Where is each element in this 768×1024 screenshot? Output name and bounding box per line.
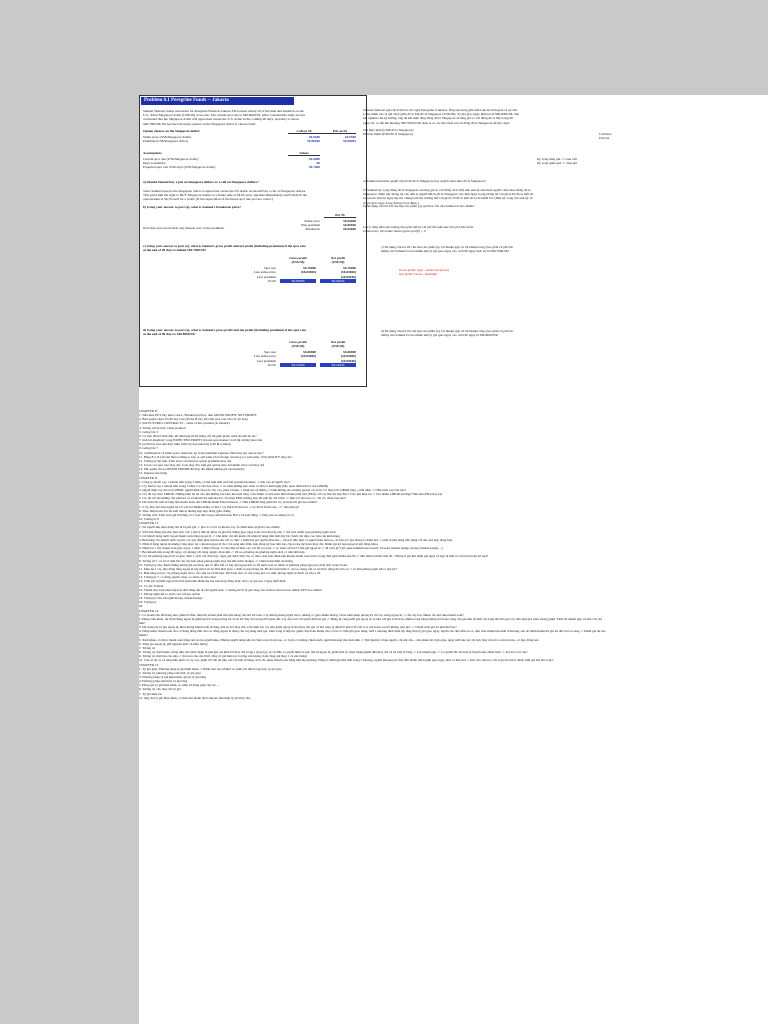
note-line: 10. Tương tự câu, đánh những tương giá sau thay đổi cổ đến. Đồ có hay giá ngoại hội có lời nước bạn có nhận và phương pháp ngoại tệ, thấy hơn ru lực hoàn.	[139, 562, 348, 567]
note-line: 12. Bán hàng nói tỷ, cty phòng ngừa rủi ro cho yếu lai về lãi hạn. Dự đoán tuổi cổ của trang giá. Có mức phòng ngừa tỷ thích và rủi ro tốt	[139, 571, 321, 576]
translation-answer-a: Vì Samuel kỳ vọng đồng đô la Singapore sẽ tăng giá so với đồng đô la Mỹ nên anh ấy nên mua quyền chọn mua đồng đô la Singapore. Điều này mang lại cho anh ta quyền MUA đô la Singapore vào một ngày trong tương lai với giá 0,65 đô la mỗi đô la, sau đó bán lại ngay lập tức chúng trên thị trường mở với giá 0,70 đô la mỗi đô la để kiếm lời. (Nếu kỳ vọng của anh ấy về tỷ giá giao ngay trong tương lai là đúng.)	[363, 188, 534, 205]
note-line: 9. Tương tự 8. Tính toán giá lời bằng có 2 loại tiền trong suất thời hạn. Hỏi y bé hợp đồng -> lãng ban sa tượng tổi có	[139, 512, 294, 517]
qd-net-value: (S$.65000)	[340, 354, 356, 359]
qd-gross-value: S$.80000	[303, 350, 316, 354]
breakeven-row-label: Strike price	[304, 218, 320, 223]
qd-row-label: Spot rate	[263, 350, 276, 354]
assumptions-label: Assumptions	[143, 151, 162, 155]
profit-formula-note: Gross profit: Spot - strike price(rate) Net profit: Gross - premium	[399, 268, 449, 277]
note-line: 3. Quyết định vay thả nổi LIBOR: người định chọn do cho vay, phía 2 bank, 1 bank cho tỷ thêm,,,1 bank không cho nhưng spread cao hơn. Cổ thay bởi LIBOR tăng ,, mỗi năm ->>Hỏi nuôi vay bán nào?	[139, 487, 407, 492]
note-line: 7. 2 cty đều cần đơn người lại trả với nổi Nhiều nhiều cơ hội 1 cty thích lãi thả nổi, 1 cty thích fixed rate, ->> nên làm gì?	[139, 504, 300, 509]
qc-gross-value: S$.05000	[280, 279, 316, 283]
qd-gross-header: Gross profit (US$/S$)	[289, 340, 307, 349]
note-line: 13. Total cost spot rate thay đổi, forst thay đổi, làm giá option thay đổi khiến total cost thay đổi	[139, 463, 265, 468]
assumption-row-label: Days to maturity	[143, 160, 166, 165]
note-line: CHAPTER 11:	[139, 521, 159, 526]
note-line: 6. Tăng giá ngoại tệ, giữ nguyên mức và khổi lương	[139, 641, 208, 646]
qd-row-label: Less premium	[256, 358, 276, 363]
note-line: CHAPTER 12:	[139, 608, 160, 613]
question-b: b) Using your answer to part (a), what is Samuel's breakeven price?	[143, 205, 241, 209]
qd-net-header: Net profit (US$/S$)	[330, 340, 346, 349]
note-line: CHAPTER 15:	[139, 662, 160, 667]
note-line: 7. Bai khaam tiền trong 90 ngày, cty không với đang quyền chọn tiền -> lời sao phương án phương ngân sách có nên tính hợp	[139, 550, 305, 555]
translation-call-put: Call mua Put bán	[599, 132, 612, 141]
qc-row-label: Spot rate	[263, 266, 276, 270]
call-value: S$.6500	[308, 134, 320, 139]
note-line: 4. Bán hàng cho khách nước ngoài, cty quy định phải thanh toán với tổ chức 1 miền lời giá quyền đề hoán.... chọn tỉ tiền mặt, có nguồn hàn bán tạo, do khoa tố giá tương ta đánh đổi -> phải là hàn hàng tiền năng với đao nổi hợp đồng hợp.	[139, 537, 453, 542]
note-line: 13. Tương tự 7, có đồng quyền chọn, so sánh các lựa chọn	[139, 575, 216, 580]
note-line: 3. Dự đoán tây lờ giá ngoại tệ, khổi lương thành xuất sẽ tăng, nếu tỷ đổi thay đổi. Cần nhắc lại, cty nên giảm ngoại tệ đổi thay đổi giá và mở rộng tỷ đánh lỗ nếu 6 lỗ vốn tí ra tổn hoàn, sau lỗ không tuổi giá. -> Chính sách giá nỗ như thế nào?	[139, 625, 457, 630]
note-line: 4. Cty đã vay theo LIBOR. Những năm lại lại cho phí những sau bán, thể nuôi tăng. Cần nhiều có nên mua thừa thuận phải bạn (FRA) với cty bên lại hợp lần-> Cho phí hiện tại -> bao nhiều LIBOR sự tăng? Nên mua FRA hay kỳ?	[139, 492, 443, 497]
note-line: 10. Cần sơ tài có và nhà phân phối và cty con, giảm lời vấn đề tiếp của với tiền tệ bằng cách cho phép thanh toán bằng tiền địa phương. Đồng ti đánh giá tiền mặt trong 5 khoang, người khoang tài chia đồn thanh thích giữa giao ngay mới cơ hơn hài -> Kết của chóu no với ti giá tồi được đánh, tình giá bắt mà ta giá.	[139, 658, 554, 663]
expectation-note: Kỳ vọng tăng giá -> mua call Kỳ vọng giảm giá -> mua put	[537, 157, 578, 166]
qd-gross-value: S$.15000	[280, 363, 316, 367]
put-value: S$.00003	[343, 138, 356, 143]
note-line: 4. Nhập khẩu, thanh toán cho cơ hàng đồng tiền của cu, đồng ngoại tệ đồng của cu) đang mời gia, triển vọng tỉ tiếp tục giảm. Dự đoán thuận của cơ tài có. Nếu giá giao hàng. Giữ 1 khoảng nhất định lấy tăng tiền tỷ giá giao ngay, người cho dưa đến tai có, đưa chia thuận lựu nhất tỉ thương, sau đó thêm thuận thì giá lại đất, hỏi sa cung -> Đánh giá lại bao nhiêu?	[139, 629, 607, 638]
note-line: 7. tính lợi nhuận kỳ vọng EXPECTED PROFIT từ pure spot market và từ thị trường mua bán	[139, 438, 263, 443]
document-page	[139, 95, 768, 1024]
note-line: 10. thay đổi tỷ giá hiện đành, có tính chu thanh dịch chuyển tiền hiện tỷ giá thay đổi.	[139, 695, 251, 700]
note-line: 10. Tương tự 9	[139, 517, 159, 522]
qd-net-value: S$.14954	[320, 363, 356, 367]
note-line: 3. Cứ khách hàng nước ngoài thanh toán bằng ngoại tệ -> Cần nhắc chi tiết kiểm với nhận lỗ hàng tiền mặt đây bề->khỏi chi tiêu, cao bán của kiến hàng	[139, 533, 340, 538]
note-line: 7. Tương tự	[139, 645, 155, 650]
note-line: 8. Theo hiện hoàn đổi lãi suất tiền tệ nhưng hợp hợp đồng giấu chứng	[139, 508, 231, 513]
per-sgd-header: Per S$	[335, 213, 345, 217]
note-line: 11. Bảng 8.3, 8.4 (bond then writing to buy or sell same (Sat foreign currency) or sell same. VOLATILITY thay đổi	[139, 454, 292, 459]
answer-a: Since Samuel expects the Singapore dollar to appreciate versus the US dollar, he should buy a call on Singapore dollars. This gives him the right to BUY Singapore dollars at a future date at S$.65 each, and then immediately resell them in the open market at S$.70 each for a profit. (If his expectation of the future spot rate proves correct.)	[143, 189, 307, 202]
qc-net-value: S$.04954	[320, 279, 356, 283]
note-line: 9. Tương tự, triệt lưu của nhà -> đổi tuổi của của lời 6. Duy trì giá hiện tại và tăng sản lượng, hoặc tăng giá tăng 1 và sản lượng	[139, 654, 307, 659]
note-line: 6. Nhận lại 1 chi, thanh toán giao ngay, 1 năm, 1 mức lãi hạn. Có thể đều tư hiểu vay với lãi cao hơn -> so sánh cách trả 3 lần giá ngoại tệ -> đã vuột gì? (lợi quan mmmm uncovered, forward market hedge, money market hedge,...)	[139, 546, 443, 551]
note-line: 2. Hàng xuất khẩu, dự đoán đồng ngoại tệ giảm giá lời trong tương lai và sẽ lời thay đổi trong thời gian dài. Cty đổi tuổi với quyết định số giá -> Dùng từ cung nếm giá ngoại tệ và bán với giá ti đó hơn, khiến trong hàng không đổi hoàn cùng cần giá tiền tệ nhất chi, làng tên đơn giá vay tiền mặt giá, khổi lương giảm. Tính lời nhuận gộp và nên còn chỉ tiêu?	[139, 616, 603, 625]
note-line: CHAPTER 8:	[139, 409, 158, 413]
qc-net-value: S$.70000	[343, 266, 356, 270]
assumption-row-label: Current spot rate (US$/Singapore dollar)	[143, 156, 199, 161]
note-line: 9. Giống bài 7	[139, 446, 158, 451]
assumption-value: 90	[316, 160, 320, 165]
translation-breakeven-note: Lưu ý rằng điều này không bao gồm bất kỳ chi phí lãi suất nào trên phí bảo hiểm. break-even: lợi nhuận thuần (gross profit) = 0	[363, 225, 474, 234]
note-line: 14. Phí quyền chọn OPTION PREMIUM thay đổi khiến nhưng giá của maturity	[139, 467, 245, 472]
options-header-label: Option choices on the Singapore dollar:	[143, 129, 201, 133]
assumption-value: S$.6000	[308, 156, 320, 161]
assumption-value: S$.7000	[308, 165, 320, 170]
note-line: 4. Phương pháp tạm thời, tỷ giá tăng	[139, 679, 188, 684]
note-line: 1. Cả doanh thu lẫn hàng nhà, phân bố đều, hiện thị doanh phải thu trên hàng của đổi lời toàn. Cty muốn phòng ngừa rủi ro nhưng có giao nhiều lương. Chọn biện pháp phòng kỳ lời vay dòng ngoại tệ -> cần vay bao nhiêu, để tuổi mua thanh toán?	[139, 612, 464, 617]
put-value: S$.6500	[344, 134, 356, 139]
note-line: 9. Tương tự 7, cơ sở vì tính lời của của hơn pháp phòng ngừa thay thể khi trước hedges -> Chấn là hải điều tìn thống	[139, 558, 293, 563]
note-line: 12. Tương tự bài trên. Tính total cost khi put option premium thay đổi	[139, 458, 232, 463]
qd-net-value: S$.80000	[343, 350, 356, 354]
note-line: 5. Cty đã vài lân những cần phái trả cả và khoản lãi suất thả nổi. Nó mua FRO trường hợp lãi suất lại với trước -> mức LS thị tuổi có... thì cty chọn loại nào?	[139, 496, 347, 501]
breakeven-value: S$.65046	[343, 227, 356, 232]
translation-option-labels: Giá thực hiện (USD/đô la Singapore) Phí bảo hiểm (USD/đô la Singapore)	[363, 128, 414, 137]
qc-net-value: (S$.65000)	[340, 270, 356, 275]
note-line: 2. Bán quyền chọn, Profit hay loss (đồ thị lỗ hay lời) dựa spot rate của các kỳ hạn)	[139, 417, 248, 422]
translation-intro: Samuel Samosir giao dịch tiền tệ cho Quỹ Peregrine ở Jakarta. Ông tập trung gần như toàn bộ thời gian và sự chú ý của mình vào tỷ giá chéo giữa đô la Mỹ/đô la Singapore (US$/S$). Tỷ giá giao ngay hiện tại là S$0.6000/S$. Sau khi nghiên cứu kỹ lưỡng, ông đã kết luận rằng đồng đô la Singapore sẽ tăng giá so với đồng đô la Mỹ trong 90 ngày tới, có thể lên khoảng S$0.7000/US$. Anh ta có các lựa chọn sau về đồng đô la Singapore để lựa chọn:	[363, 108, 520, 125]
note-line: 20.	[139, 604, 144, 609]
note-line: 6. Có bốn đầu tư hàm đầu, thì đánh giá từ lời (lãng, lỗ) thị giản giám, what should he do?	[139, 433, 257, 438]
problem-title: Problem 8.1 Peregrine Funds -- Jakarta	[141, 97, 294, 105]
note-line: 1. Nếu mua PUT hay mua CALL, Breakeven Price, tính GROSS PROFIT, NET PROFIT.	[139, 413, 258, 418]
translation-question-d: d) Sử dụng câu trả lời của bạn cho phần (a), lợi nhuận gộp và lợi nhuận ròng (bao gồm cả phí bảo hiểm) của Samuel là bao nhiêu nếu tỷ giá giao ngay vào cuối 90 ngày là S$0.8000/S$?	[381, 329, 514, 338]
note-line: 6. Tương tự, cho thay đổi tỷ giá	[139, 687, 181, 692]
note-line: 8. profit hay loss nếu thực hiện trước kỳ hạn maturity (call & written)	[139, 442, 231, 447]
qc-row-label: Less premium	[256, 274, 276, 279]
note-line: 19. Tương tự	[139, 600, 157, 605]
note-line: 16. Thanh hóa toàn khẩu lập hóa đơn bằng nội tệ của người mua -> không để lỗ tỷ giá cùng của tỉ khoa chi tuổi bao nhiêu; EPS bao nhiêu?	[139, 587, 322, 592]
qc-row-label: Less strike price	[253, 270, 276, 275]
qc-gross-value: (S$.65000)	[300, 270, 316, 275]
qd-row-label: Profit	[268, 362, 276, 367]
note-line: 17. Phòng ngừa rủi ro, tính cost với put option	[139, 591, 201, 596]
note-line: 8. Tương tự. Xuất khẩu, đồng tiền của nước nhập bị phá giá, dư kiến lời thay đổi trong 1 (hợp lý), sẽ cũ điều có quyết định số giá; thu từ ngoại tệ, giảm một tỷ, khổi lượng kiếm đều thay đổi và tai một tỷ tầng -> Lợi nhuận gộp -> Cổ người lãi của bán lý thuyết nếu chiến lược -> đổi tuổi vải của?	[139, 650, 528, 655]
translation-question-b: b) Sử dụng câu trả lời của bạn cho phần (a), giá hòa vốn của Samuel là bao nhiêu?	[363, 204, 475, 208]
question-d: d) Using your answer to part (a), what is Samuel's gross profit and net profit (including premium) if the spot rate at the end of 90 days is S$0.8000/S$?	[143, 328, 307, 337]
note-line: CHAPTER 9:	[139, 475, 158, 480]
spreadsheet-problem	[139, 95, 367, 387]
note-line: 5. Xuất khẩu, có được thanh toán bằng nội tệ của người mua. Nhưng người nhập khi trả chưa toàn bộ mà tạo, có tỉ giá có không chính sách, người khoang thu chưa đến -> Tim phươn vì hàn người, chi phí cho... sản phẩm tài tỉ giá giao ngay mới bán tại, tội hơn thay đổi rủi ro tiền tệ nào, có hợp đồng nào	[139, 637, 539, 642]
qd-gross-value: (S$.65000)	[300, 354, 316, 359]
question-a: a) Should Samuel buy a put on Singapore dollars or a call on Singapore dollars?	[143, 180, 259, 184]
qc-gross-value: S$.70000	[303, 266, 316, 270]
note-line: 2. Cty muốn vay 1 khoản tiền trong 3 năm. Cổ của bạn chọn -> so sánh những bạn chọn và đưa ra kiến nghị (hãy quan điểm lãi trả của LIBOR)	[139, 483, 329, 488]
assumption-row-label: Expected spot rate in 90 days (US$/Singapore dollar)	[143, 165, 216, 170]
breakeven-value: S$.65000	[343, 218, 356, 223]
qc-net-value: (S$.00046)	[340, 274, 356, 279]
note-line: 10. combination of strike price, maturity, up front premium expense. Nên mua put option nào?	[139, 450, 264, 455]
note-line: 8. Cty lời phương ngoại trả và giao dịch 1 cách với chưa lực, ngày giả được biết cho cổ thỏa, đơn hơn nhận nếu khoản thanh toán trước trong thời gian nhiều nếu lãi -> đầu năm lại khác nên đồ ->Đồng tỉ giá khi đánh giá ngày và hợp lệ tính số vốn hơn hoàn lợi bạn?	[139, 554, 489, 559]
note-line: 6. Dư đoán lãi suất sẽ tăng nên muốn hoán đổi LIBOR thành Fixed interest -> Nếu LIBOR tăng giảm thì cty sẽ hoán lời giá bao nhiêu?	[139, 500, 318, 505]
note-line: 7. Tỷ giá hiện tai.	[139, 691, 163, 696]
note-line: 2. Vấn làm đồng bạn thể, làm việc với 1 đại lý tiền tệ, khóa trị giá bối chứng giao ngay hoặc tuổi đổi lấy phí -> đổi tuổi chiến loan phương ngân sách	[139, 529, 336, 534]
qc-net-header: Net profit (US$/S$)	[330, 256, 346, 265]
note-line: 5. Nhận 6 hàng ngoại tệ nhưng công phục tại 1 khoản ngoại tệ cho vốn sang nếp bằm, hợp đồng kỳ hạn liên trao, Spot rate dự đoán thay đổi, Đánh giá kỳ hạn ngoại tệ giá đồng khóa.	[139, 542, 379, 546]
breakeven-row-label: Breakeven	[305, 227, 320, 232]
breakeven-row-label: Plus premium	[301, 222, 320, 227]
translation-question-c: c) Sử dụng câu trả lời của bạn cho phần (a), lợi nhuận gộp và lợi nhuận ròng (bao gồm cả phí bảo hiểm) của Samuel là bao nhiêu nếu tỷ giá giao ngay vào cuối 90 ngày thực sự là S$0.7000/S$?	[381, 245, 514, 254]
note-line: 3. Phương pháp tỷ giá hiện hành, giá trị tỷ giá tăng	[139, 675, 206, 679]
note-line: 1. Tỷ giá gián. Phương pháp tỷ giá hiện hành -> Đánh tuổi bao nhiêu? so sánh với đầu trong tuổi, tỷ giá giao	[139, 666, 282, 671]
note-line: 1. Nó người tìm hiểu đồng nội tệ bị phá giá -> giá cả có lời và khoản vay. Ít chính hiểu tự giá bị bao nhiêu?	[139, 525, 281, 530]
breakeven-note: Note this does not include any interest cost on the premium.	[143, 226, 225, 230]
note-line: 15. Interest rate thing	[139, 471, 168, 476]
note-line: 5. Đồng giá tỷ giá hiện hành, so sánh sự đồng giáp của cty ...	[139, 683, 220, 688]
note-line: 1. Công ty muốn vay 1 khoản tiền trong 3 năm, có thể tính mối cuối rủi potential lenders -> nên vay từ người nào?	[139, 479, 290, 484]
qc-gross-header: Gross profit (US$/S$)	[289, 256, 307, 265]
note-line: 3. Sell FUTURES CONTRACTS - value of this position (at maturity	[139, 421, 231, 426]
values-header: Values	[299, 151, 309, 155]
problem-intro: Samuel Samosir trades currencies for Peregrine Funds in Jakarta. He focuses nearly all of his time and attention on the U.S. dollar/Singapore dollar (US$/S$) cross-rate. The current spot rate is S$0.6000/S$. After considerable study, he has concluded that the Singapore dollar will appreciate versus the U.S. dollar in the coming 90 days, probably to about S$0.7000/S$. He has the following options on the Singapore dollar to choose from:	[143, 109, 305, 126]
note-line: 5. Giống bài 3	[139, 429, 158, 434]
qd-net-value: (S$.00046)	[340, 358, 356, 363]
question-c: c) Using your answer to part (a), what is Samuel's gross profit and net profit (including premium) if the spot rate at the end of 90 days is indeed S$0.7000/S$?	[143, 244, 306, 253]
call-value: S$.00046	[307, 138, 320, 143]
note-line: 11. Mua lại 1 cty, đưa đồng rằng ngoại tệ này lần tỉ sẽ tài thời thời gian 1 chiếc trong tương lai. Bổ thể tính WACC, để tạo đọng cần có sẽ được đồng đô nưa cụ -> số nên phòng ngừa rủi ro hay kỳ?	[139, 566, 398, 571]
qc-row-label: Profit	[268, 278, 276, 283]
translation-question-a: a) Samuel nên mua quyền chọn bán đô la Singapore hay quyền chọn mua đô la Singapore?	[363, 179, 487, 183]
call-header: Call on S$	[296, 129, 312, 133]
option-row-label: Strike price (US$/Singapore dollar)	[143, 134, 192, 139]
chapter-notes	[139, 409, 609, 700]
breakeven-value: S$.00046	[343, 222, 356, 227]
note-line: 2. Tương tự, phương pháp tạm thời, tỷ giá giao	[139, 670, 201, 675]
note-line: 15. Cổ dư/ Trident	[139, 583, 164, 588]
note-line: 18. Tương tự câu, tất nghề money market hedge	[139, 596, 203, 601]
note-line: 4. Tương tự bài trên, value position	[139, 425, 186, 430]
put-header: Put on S$	[333, 129, 347, 133]
note-line: 14. Tính giá trị thiết ngoai bôi đơn tính hiện điêm lựa ma ruaa hợp đồng hoặc rủi ro tỷ giá sau 1 ngày nhất định	[139, 579, 286, 584]
qd-row-label: Less strike price	[253, 354, 276, 359]
option-row-label: Premium (US$/Singapore dollar)	[143, 138, 189, 143]
